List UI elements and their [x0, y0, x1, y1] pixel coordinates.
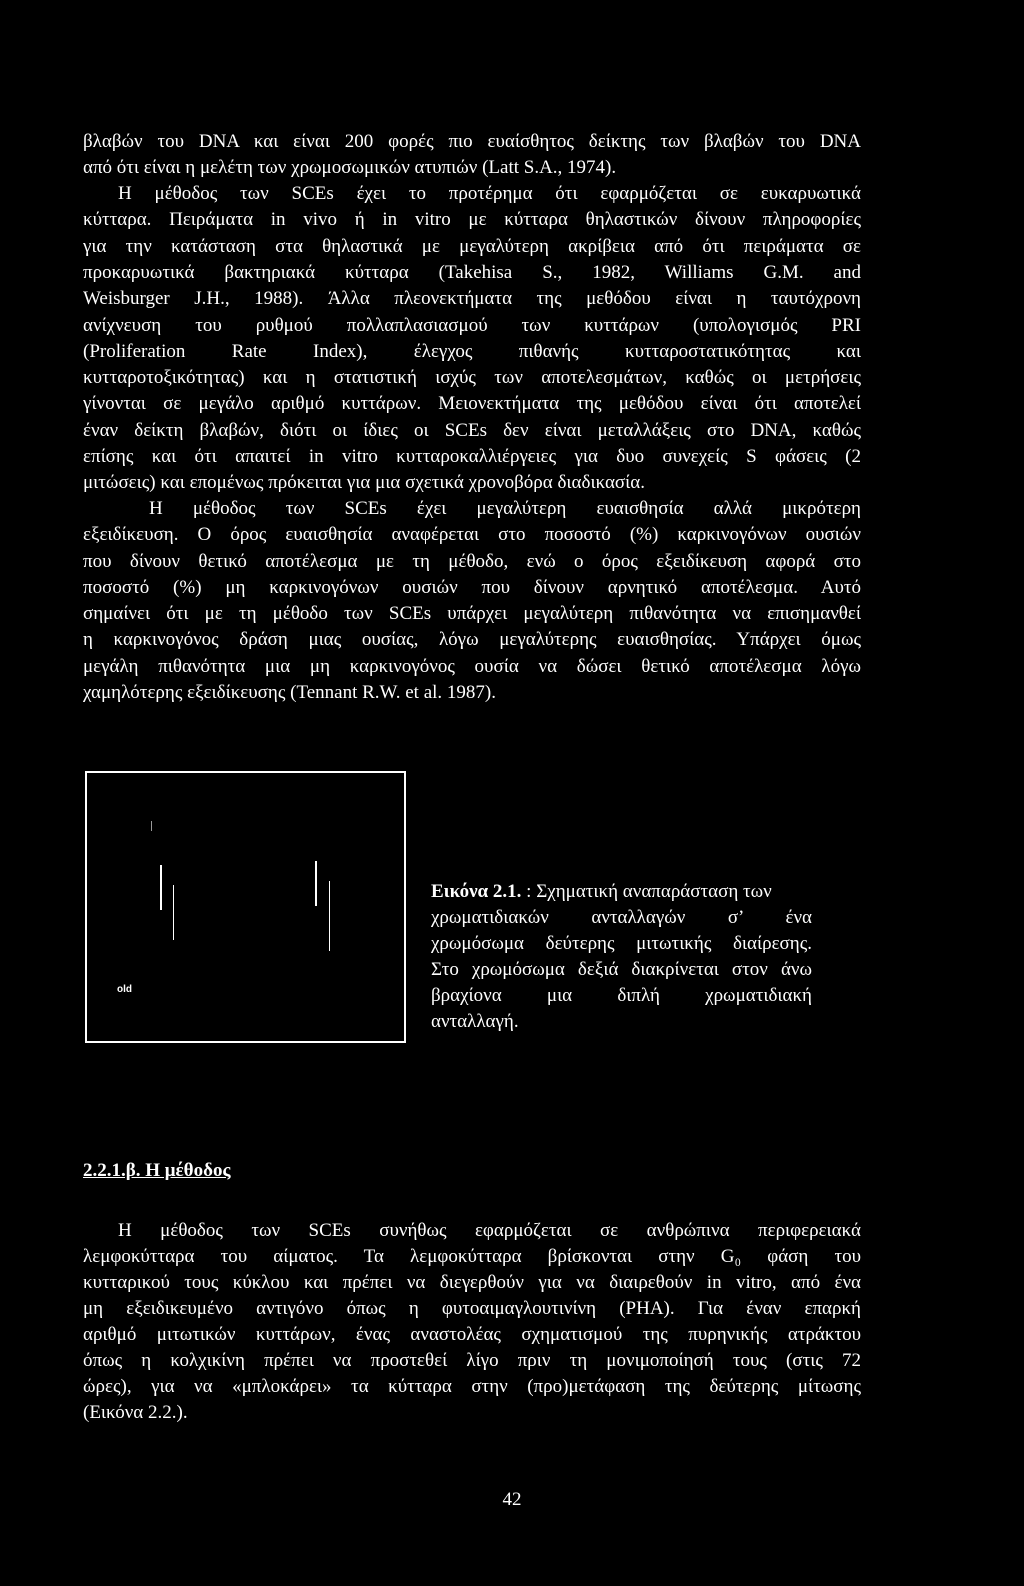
- text-line: κυτταροτοξικότητας) και η στατιστική ισχύς των αποτελεσμάτων, καθώς οι μετρήσεις: [83, 367, 861, 388]
- figure-image: [85, 771, 406, 1043]
- text-line: έναν δείκτη βλαβών, διότι οι ίδιες οι SCEs δεν είναι μεταλλάξεις στο DNA, καθώς: [83, 420, 861, 441]
- text-line: η καρκινογόνος δράση μιας ουσίας, λόγω μεγαλύτερης ευαισθησίας. Υπάρχει όμως: [83, 629, 861, 650]
- text-line: επίσης και ότι απαιτεί in vitro κυτταροκαλλιέργειες για δυο συνεχείς S φάσεις (2: [83, 446, 861, 467]
- figure-caption-text: : Σχηματική αναπαράσταση των: [521, 881, 772, 902]
- text-line: μη εξειδικευμένο αντιγόνο όπως η φυτοαιμαγλουτινίνη (PHA). Για έναν επαρκή: [83, 1298, 861, 1319]
- text-line: ποσοστό (%) μη καρκινογόνων ουσιών που δίνουν αρνητικό αποτέλεσμα. Αυτό: [83, 577, 861, 598]
- chromosome-right-chromatid-a: [315, 861, 317, 906]
- text-line: Η μέθοδος των SCEs έχει μεγαλύτερη ευαισθησία αλλά μικρότερη: [149, 498, 861, 519]
- text-line: προκαρυωτικά βακτηριακά κύτταρα (Takehisa S., 1982, Williams G.M. and: [83, 262, 861, 283]
- text-line: για την κατάσταση στα θηλαστικά με μεγαλύτερη ακρίβεια από ότι πειράματα σε: [83, 236, 861, 257]
- text-line: σημαίνει ότι με τη μέθοδο των SCEs υπάρχει μεγαλύτερη πιθανότητα να επισημανθεί: [83, 603, 861, 624]
- text-line: χαμηλότερης εξειδίκευσης (Tennant R.W. et al. 1987).: [83, 682, 496, 703]
- text-line: γίνονται σε μεγάλο αριθμό κυττάρων. Μειονεκτήματα της μεθόδου είναι ότι αποτελεί: [83, 393, 861, 414]
- text-line: όπως η κολχικίνη πρέπει να προστεθεί λίγο πριν τη μονιμοποίησή τους (στις 72: [83, 1350, 861, 1371]
- text-line: εξειδίκευση. Ο όρος ευαισθησία αναφέρεται στο ποσοστό (%) καρκινογόνων ουσιών: [83, 524, 861, 545]
- figure-caption-line: ανταλλαγή.: [431, 1011, 519, 1032]
- text-line: Η μέθοδος των SCEs συνήθως εφαρμόζεται σε ανθρώπινα περιφερειακά: [118, 1220, 861, 1241]
- text-line: κυτταρικού τους κύκλου και πρέπει να διεγερθούν για να διαιρεθούν in vitro, από ένα: [83, 1272, 861, 1293]
- text-line: μεγάλη πιθανότητα μια μη καρκινογόνος ουσία να δώσει θετικό αποτέλεσμα λόγω: [83, 656, 861, 677]
- chromosome-fragment: [151, 821, 152, 831]
- page-number: 42: [502, 1489, 522, 1510]
- text-line: μιτώσεις) και επομένως πρόκειται για μια σχετικά χρονοβόρα διαδικασία.: [83, 472, 645, 493]
- text-line: ώρες), για να «μπλοκάρει» τα κύτταρα στην (προ)μετάφαση της δεύτερης μίτωσης: [83, 1376, 861, 1397]
- chromosome-left-chromatid-b: [173, 885, 174, 940]
- text-line: ανίχνευση του ρυθμού πολλαπλασιασμού των κυττάρων (υπολογισμός PRI: [83, 315, 861, 336]
- figure-caption-line: βραχίονα μια διπλή χρωματιδιακή: [431, 985, 812, 1006]
- text-line: (Proliferation Rate Index), έλεγχος πιθανής κυτταροστατικότητας και: [83, 341, 861, 362]
- section-heading: 2.2.1.β. Η μέθοδος: [83, 1160, 231, 1181]
- text-line: αριθμό μιτωτικών κυττάρων, ένας αναστολέας σχηματισμού της πυρηνικής ατράκτου: [83, 1324, 861, 1345]
- text-line: (Εικόνα 2.2.).: [83, 1402, 188, 1423]
- text-line: που δίνουν θετικό αποτέλεσμα με τη μέθοδο, ενώ ο όρος εξειδίκευση αφορά στο: [83, 551, 861, 572]
- chromosome-left-chromatid-a: [160, 865, 162, 910]
- figure-caption-line: χρωμόσωμα δεύτερης μιτωτικής διαίρεσης.: [431, 933, 812, 954]
- figure-caption-line: Στο χρωμόσωμα δεξιά διακρίνεται στον άνω: [431, 959, 812, 980]
- figure-image-label: old: [117, 984, 132, 995]
- figure-caption-line: χρωματιδιακών ανταλλαγών σ’ ένα: [431, 907, 812, 928]
- text-line: βλαβών του DNA και είναι 200 φορές πιο ευαίσθητος δείκτης των βλαβών του DNA: [83, 131, 861, 152]
- text-line: λεμφοκύτταρα του αίματος. Τα λεμφοκύτταρα βρίσκονται στην G₀ φάση του: [83, 1246, 861, 1267]
- text-line: κύτταρα. Πειράματα in vivo ή in vitro με κύτταρα θηλαστικών δίνουν πληροφορίες: [83, 209, 861, 230]
- text-line: Η μέθοδος των SCEs έχει το προτέρημα ότι εφαρμόζεται σε ευκαρυωτικά: [118, 183, 861, 204]
- figure-caption-label: Εικόνα 2.1.: [431, 881, 522, 902]
- chromosome-right-chromatid-b: [329, 881, 330, 951]
- text-line: από ότι είναι η μελέτη των χρωμοσωμικών ατυπιών (Latt S.A., 1974).: [83, 157, 617, 178]
- text-line: Weisburger J.H., 1988). Άλλα πλεονεκτήματα της μεθόδου είναι η ταυτόχρονη: [83, 288, 861, 309]
- figure-caption-line: [431, 880, 812, 904]
